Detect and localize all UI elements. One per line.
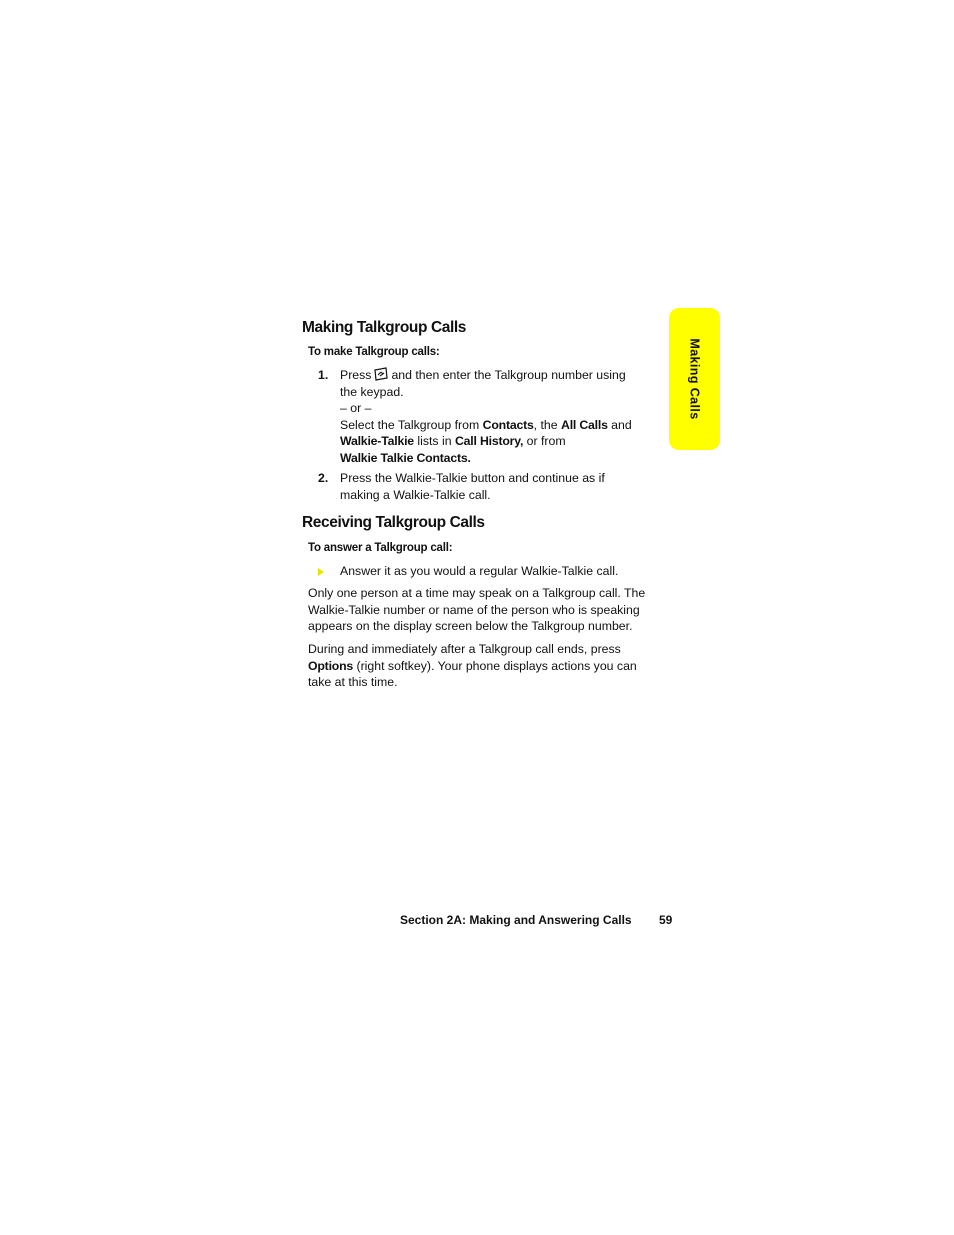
subheading-make-calls: To make Talkgroup calls:: [308, 346, 440, 358]
para1-line3: appears on the display screen below the Talkgroup number.: [308, 619, 633, 633]
step-2-line2: making a Walkie-Talkie call.: [340, 487, 491, 502]
and-text: and: [611, 417, 632, 432]
or-separator: – or –: [340, 401, 372, 415]
press-text: Press: [340, 368, 372, 382]
page-number: 59: [659, 913, 673, 927]
subheading-answer-call: To answer a Talkgroup call:: [308, 542, 453, 554]
step-1-line2: the keypad.: [340, 384, 404, 399]
para2-line1: During and immediately after a Talkgroup call ends, press: [308, 642, 621, 656]
side-tab: [669, 308, 720, 450]
section-heading-receiving-talkgroup-calls: Receiving Talkgroup Calls: [302, 514, 485, 531]
step-1-number: 1.: [318, 368, 329, 382]
walkie-talkie-contacts-term: Walkie Talkie Contacts.: [340, 450, 471, 465]
contacts-term: Contacts: [482, 417, 534, 432]
the-text: , the: [533, 417, 558, 432]
step-1-text: [340, 367, 670, 466]
para2-line3: take at this time.: [308, 675, 398, 689]
para1-line2: Walkie-Talkie number or name of the person who is speaking: [308, 602, 640, 617]
paragraph-options: [308, 641, 668, 691]
paragraph-one-person: [308, 585, 668, 635]
options-term: Options: [308, 658, 354, 673]
step-1-after-icon: and then enter the Talkgroup number using: [391, 368, 626, 382]
call-history-term: Call History,: [454, 434, 524, 448]
select-text: Select the Talkgroup from: [340, 417, 480, 432]
bullet-text: Answer it as you would a regular Walkie-Talkie call.: [340, 564, 619, 578]
talk-softkey-icon: [373, 367, 389, 381]
section-heading-making-talkgroup-calls: Making Talkgroup Calls: [302, 319, 467, 336]
bullet-arrow-icon: [318, 568, 324, 576]
lists-in-text: lists in: [417, 434, 452, 448]
step-2-line1: Press the Walkie-Talkie button and continue as if: [340, 471, 605, 485]
para1-line1: Only one person at a time may speak on a Talkgroup call. The: [308, 586, 646, 600]
walkie-talkie-term: Walkie-Talkie: [340, 434, 414, 448]
para2-line2: (right softkey). Your phone displays actions you can: [356, 658, 637, 673]
step-2-text: [340, 470, 670, 503]
step-2-number: 2.: [318, 471, 329, 485]
or-from-text: or from: [526, 434, 566, 448]
all-calls-term: All Calls: [561, 417, 608, 432]
side-tab-label: Making Calls: [687, 338, 702, 420]
footer-section-title: Section 2A: Making and Answering Calls: [400, 913, 632, 927]
